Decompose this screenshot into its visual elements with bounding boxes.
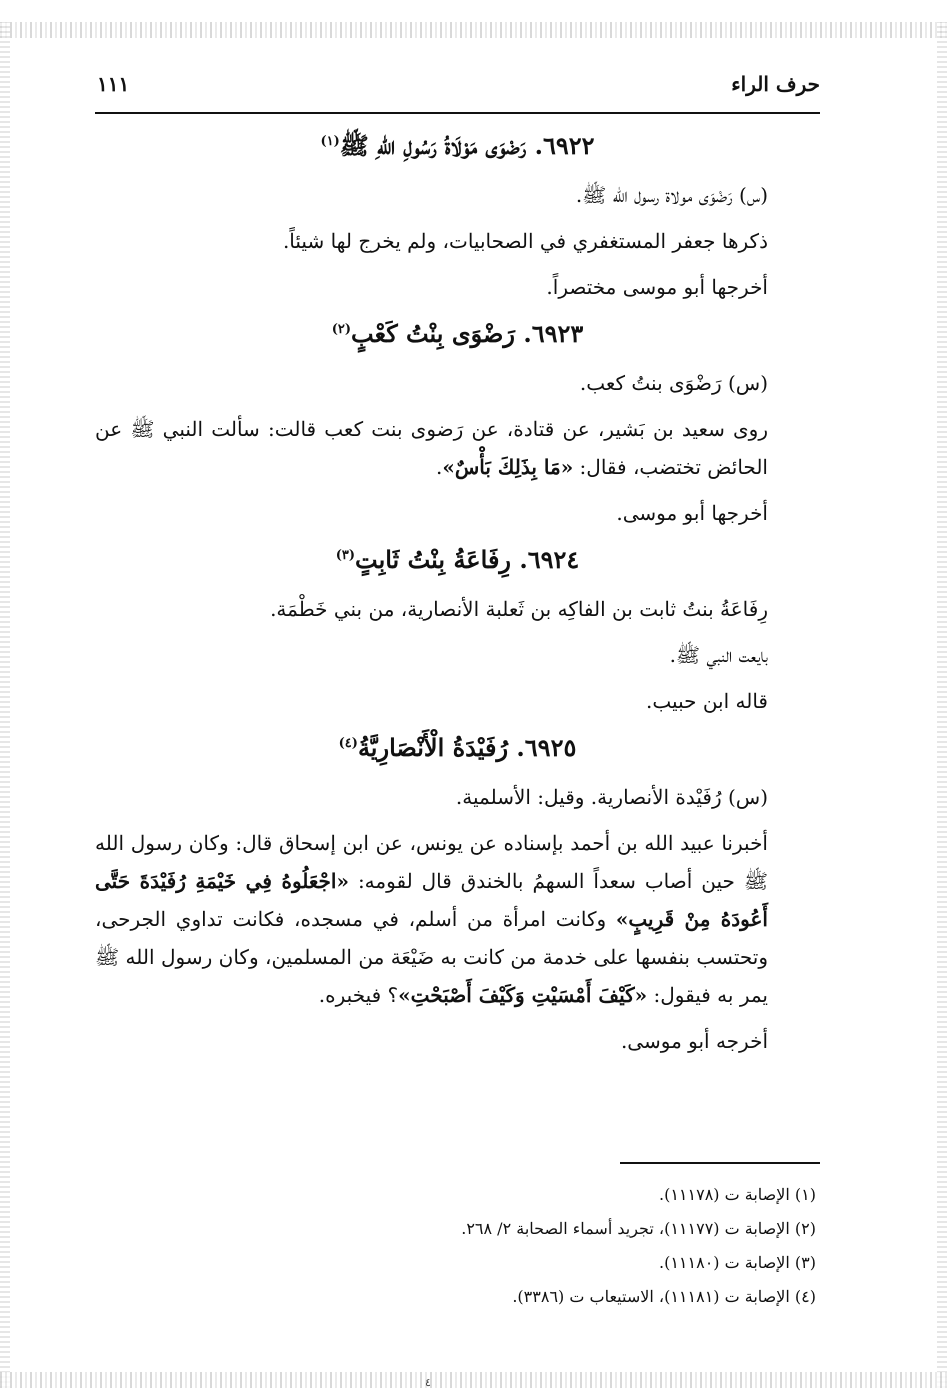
paragraph-text: أخبرنا عبيد الله بن أحمد بإسناده عن يونس، عن ابن إسحاق قال: وكان رسول الله ﷺ حين أصاب سعداً السهمُ بالخندق قال لقومه: (95, 831, 768, 893)
footnote-marker: (١) (320, 134, 340, 149)
footnote: (٣) الإصابة ت (١١١٨٠). (658, 1253, 816, 1272)
hadith-paragraph (95, 410, 820, 486)
prophetic-quote: «مَا بِذَلِكَ بَأْسٌ» (442, 455, 574, 479)
running-title: حرف الراء (731, 72, 820, 96)
running-head (95, 72, 820, 102)
paragraph: رِفَاعَةُ بنتُ ثابت بن الفاكِه بن ثَعلبة الأنصارية، من بني خَطْمَة. (270, 597, 768, 621)
entry-heading (95, 728, 820, 768)
entry-title: ٦٩٢٣. رَضْوَى بِنْتُ كَعْبٍ (351, 319, 584, 348)
paragraph: أخرجها أبو موسى مختصراً. (546, 275, 768, 299)
paragraph: (س) رَضْوَى بنتُ كعب. (579, 371, 768, 395)
footnote: (٤) الإصابة ت (١١١٨١)، الاستيعاب ت (٣٣٨٦). (512, 1287, 816, 1306)
paragraph-text: وكانت امرأة من أسلم، في مسجده، فكانت تداوي الجرحى، وتحتسب بنفسها على خدمة من كانت به ضَيْعَة من المسلمين، وكان رسول الله ﷺ يمر به فيقول: (95, 907, 768, 1007)
paragraph: أخرجها أبو موسى. (616, 501, 768, 525)
footnote-marker: (٢) (331, 322, 352, 337)
entry-title: ٦٩٢٤. رِفَاعَةُ بِنْتُ ثَابِتٍ (355, 545, 580, 574)
header-rule (95, 112, 820, 114)
footnote-marker: (٤) (338, 736, 358, 751)
entry-heading (95, 314, 820, 354)
paragraph: (س) رُفَيْدة الأنصارية. وقيل: الأسلمية. (455, 785, 768, 809)
paragraph: بايعت النبي ﷺ. (669, 643, 768, 667)
entry-heading (95, 126, 820, 166)
page-border-left (0, 22, 10, 1388)
entry-title: ٦٩٢٥. رُفَيْدَةُ الْأَنْصَارِيَّةُ (357, 733, 577, 762)
entry-heading (95, 540, 820, 580)
page-number: ١١١ (97, 72, 130, 96)
footnote-rule (620, 1162, 820, 1164)
footnote-marker: (٣) (335, 548, 355, 563)
paragraph-text: . (436, 455, 443, 479)
paragraph: أخرجه أبو موسى. (620, 1029, 768, 1053)
page-border-bottom (0, 1372, 947, 1388)
paragraph: (س) رَضْوَى مولاة رسول الله ﷺ. (575, 183, 768, 207)
book-page (95, 60, 820, 1389)
prophetic-quote: «اجْعَلُوهُ فِي خَيْمَةِ رُفَيْدَةَ حَتَّى أَعُودَهُ مِنْ قَرِيبٍ» (95, 869, 768, 931)
paragraph-text: روى سعيد بن بَشير، عن قتادة، عن رَضوى بنت كعب قالت: سألت النبي ﷺ عن الحائض تختضب، فقال: (95, 417, 769, 479)
footnote: (٢) الإصابة ت (١١١٧٧)، تجريد أسماء الصحابة ٢/ ٢٦٨. (461, 1219, 816, 1238)
footnote: (١) الإصابة ت (١١١٧٨). (658, 1185, 816, 1204)
paragraph: ذكرها جعفر المستغفري في الصحابيات، ولم يخرج لها شيئاً. (282, 229, 768, 253)
prophetic-quote: «كَيْفَ أَمْسَيْتِ وَكَيْفَ أَصْبَحْتِ» (398, 983, 648, 1007)
paragraph: قاله ابن حبيب. (646, 689, 768, 713)
paragraph-text: ؟ فيخبره. (318, 983, 399, 1007)
entry-title: ٦٩٢٢. رَضْوَى مَوْلَاةُ رَسُولِ اللّٰهِ ﷺ (339, 131, 595, 160)
footnotes (95, 1178, 820, 1314)
page-border-top (0, 22, 947, 38)
page-content (95, 122, 820, 1068)
signature-mark: ٤ (425, 1376, 431, 1389)
page-border-right (937, 22, 947, 1388)
hadith-paragraph (95, 824, 820, 1014)
